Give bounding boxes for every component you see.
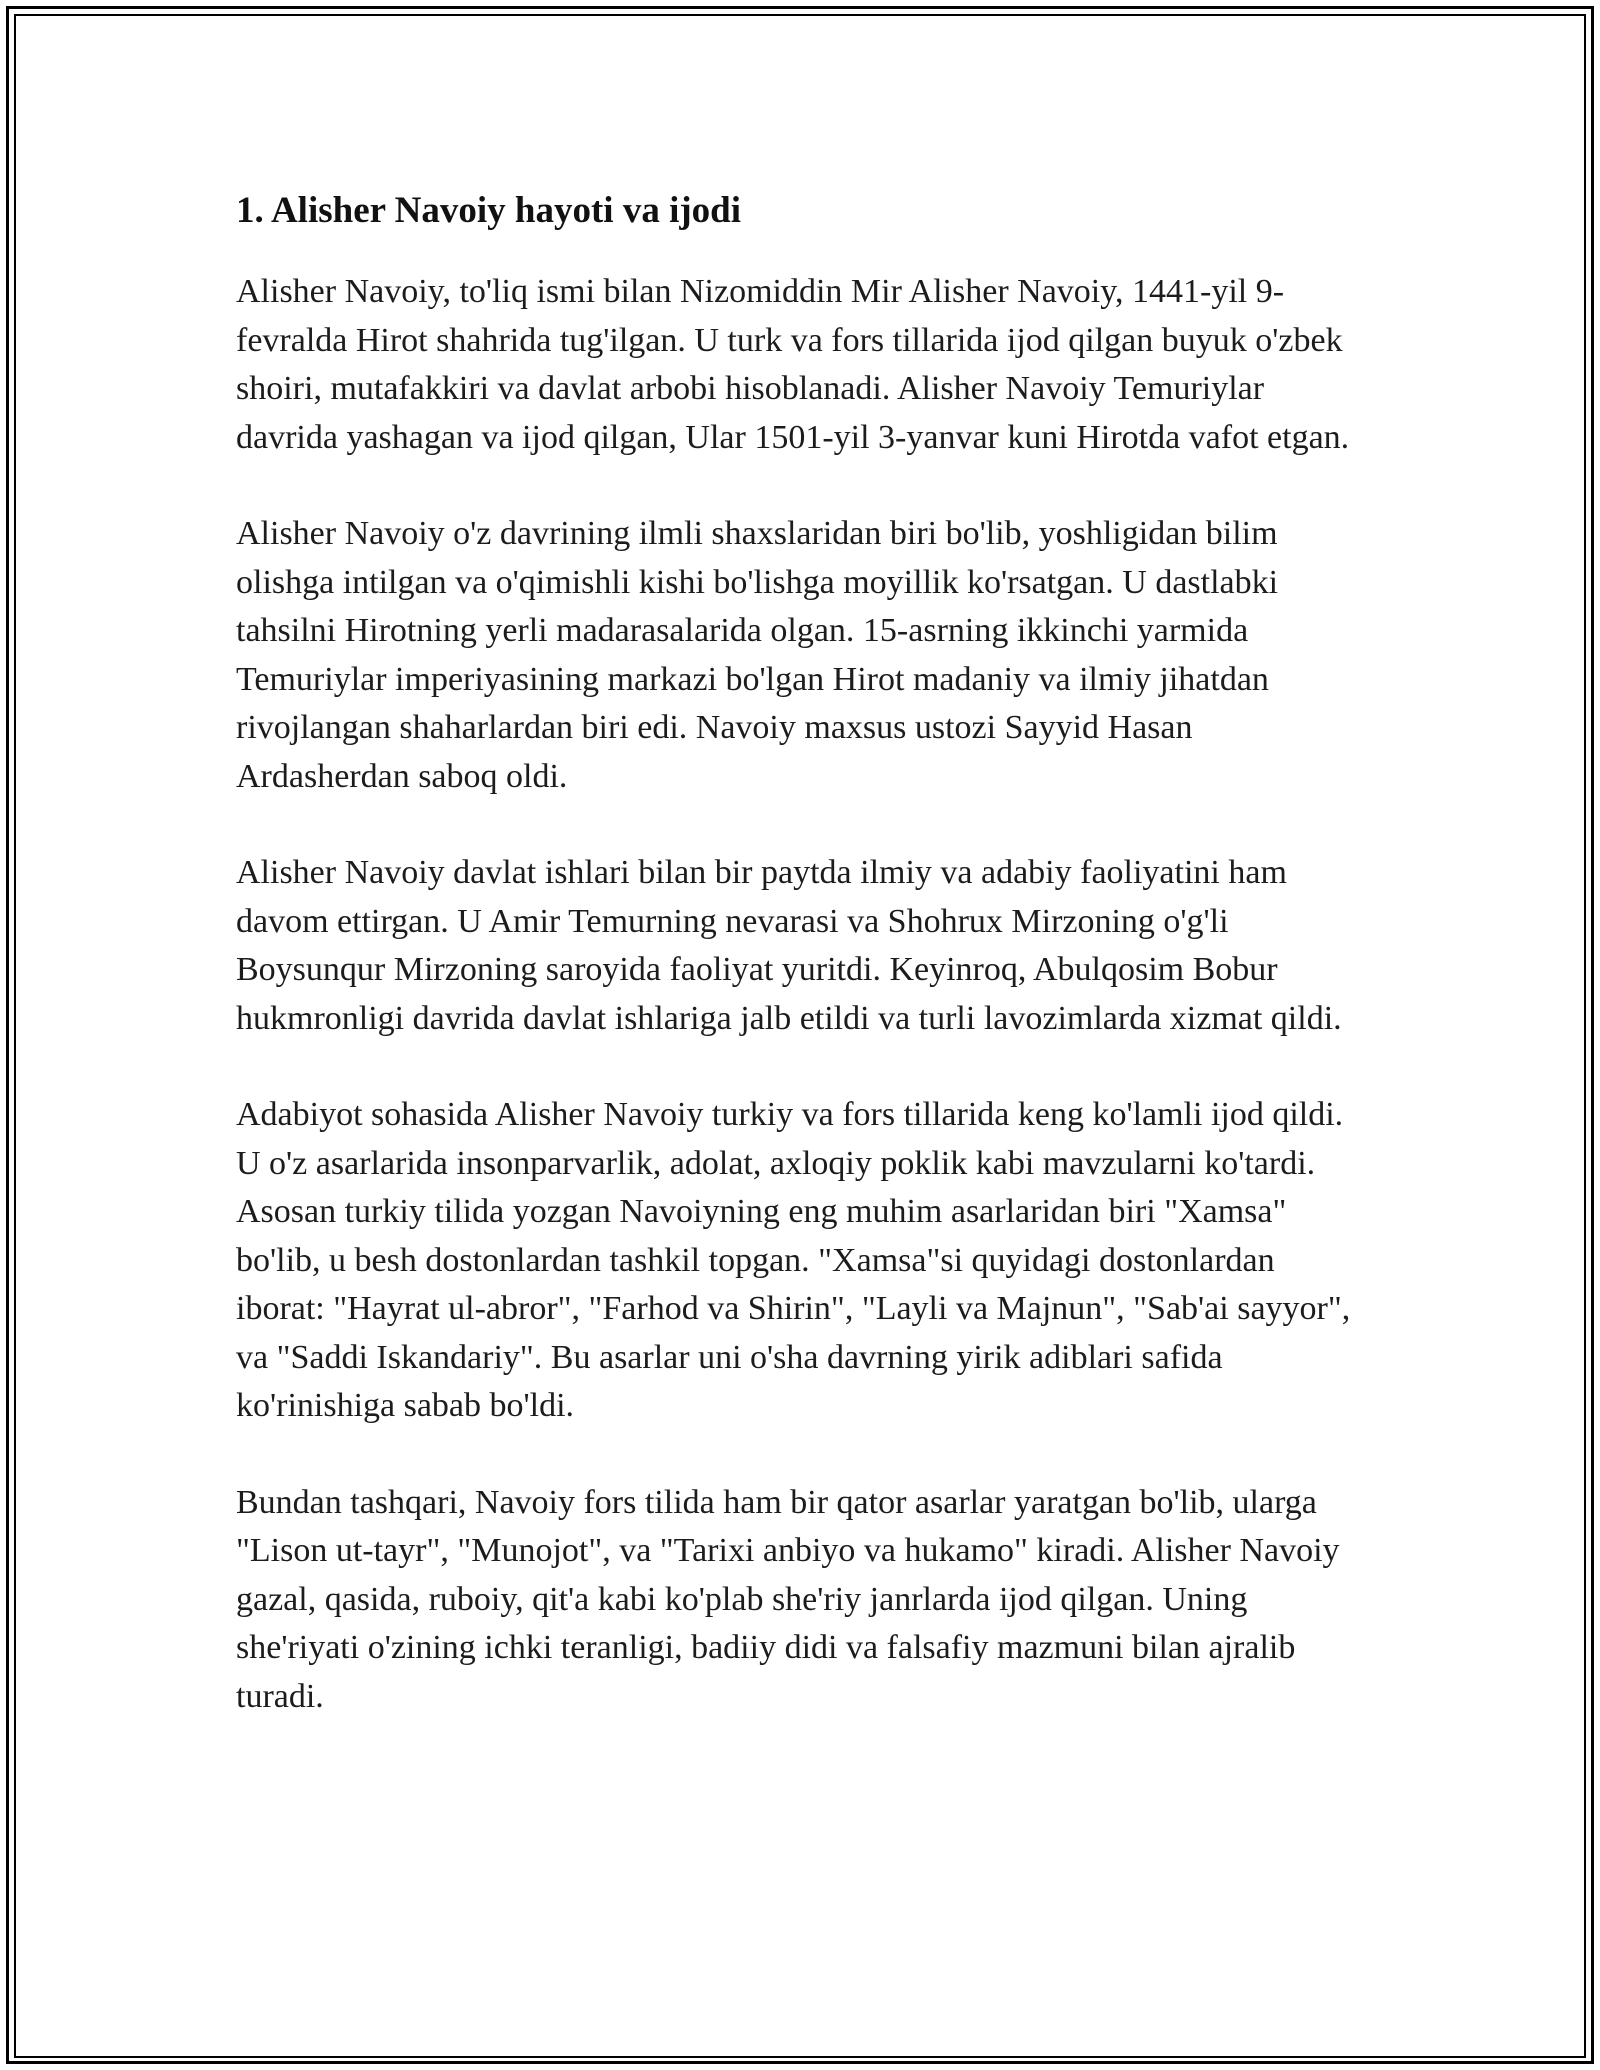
paragraph-state-service: Alisher Navoiy davlat ishlari bilan bir paytda ilmiy va adabiy faoliyatini ham davom ettirgan. U Amir Temurning nevarasi va Shohrux Mirzoning o'g'li Boysunqur Mirzoning saroyida faoliyat yuritdi. Keyinroq, Abulqosim Bobur hukmronligi davrida davlat ishlariga jalb etildi va turli lavozimlarda xizmat qildi. — [236, 854, 1342, 1037]
paragraph-literary-works: Adabiyot sohasida Alisher Navoiy turkiy va fors tillarida keng ko'lamli ijod qildi. U o'z asarlarida insonparvarlik, adolat, axloqiy poklik kabi mavzularni ko'tardi. Asosan turkiy tilida yozgan Navoiyning eng muhim asarlaridan biri "Xamsa" bo'lib, u besh dostonlardan tashkil topgan. "Xamsa"si quyidagi dostonlardan iborat: "Hayrat ul-abror", "Farhod va Shirin", "Layli va Majnun", "Sab'ai sayyor", va "Saddi Iskandariy". Bu asarlar uni o'sha davrning yirik adiblari safida ko'rinishiga sabab bo'ldi. — [236, 1096, 1351, 1424]
document-body — [236, 186, 1366, 1769]
paragraph-persian-works: Bundan tashqari, Navoiy fors tilida ham bir qator asarlar yaratgan bo'lib, ularga "Lison ut-tayr", "Munojot", va "Tarixi anbiyo va hukamo" kiradi. Alisher Navoiy gazal, qasida, ruboiy, qit'a kabi ko'plab she'riy janrlarda ijod qilgan. Uning she'riyati o'zining ichki teranligi, badiiy didi va falsafiy mazmuni bilan ajralib turadi. — [236, 1483, 1340, 1715]
paragraph-biography-intro: Alisher Navoiy, to'liq ismi bilan Nizomiddin Mir Alisher Navoiy, 1441-yil 9-fevralda Hirot shahrida tug'ilgan. U turk va fors tillarida ijod qilgan buyuk o'zbek shoiri, mutafakkiri va davlat arbobi hisoblanadi. Alisher Navoiy Temuriylar davrida yashagan va ijod qilgan, Ular 1501-yil 3-yanvar kuni Hirotda vafot etgan. — [236, 273, 1350, 456]
paragraph-education: Alisher Navoiy o'z davrining ilmli shaxslaridan biri bo'lib, yoshligidan bilim olishga intilgan va o'qimishli kishi bo'lishga moyillik ko'rsatgan. U dastlabki tahsilni Hirotning yerli madarasalarida olgan. 15-asrning ikkinchi yarmida Temuriylar imperiyasining markazi bo'lgan Hirot madaniy va ilmiy jihatdan rivojlangan shaharlardan biri edi. Navoiy maxsus ustozi Sayyid Hasan Ardasherdan saboq oldi. — [236, 515, 1279, 795]
section-title: 1. Alisher Navoiy hayoti va ijodi — [236, 190, 742, 231]
